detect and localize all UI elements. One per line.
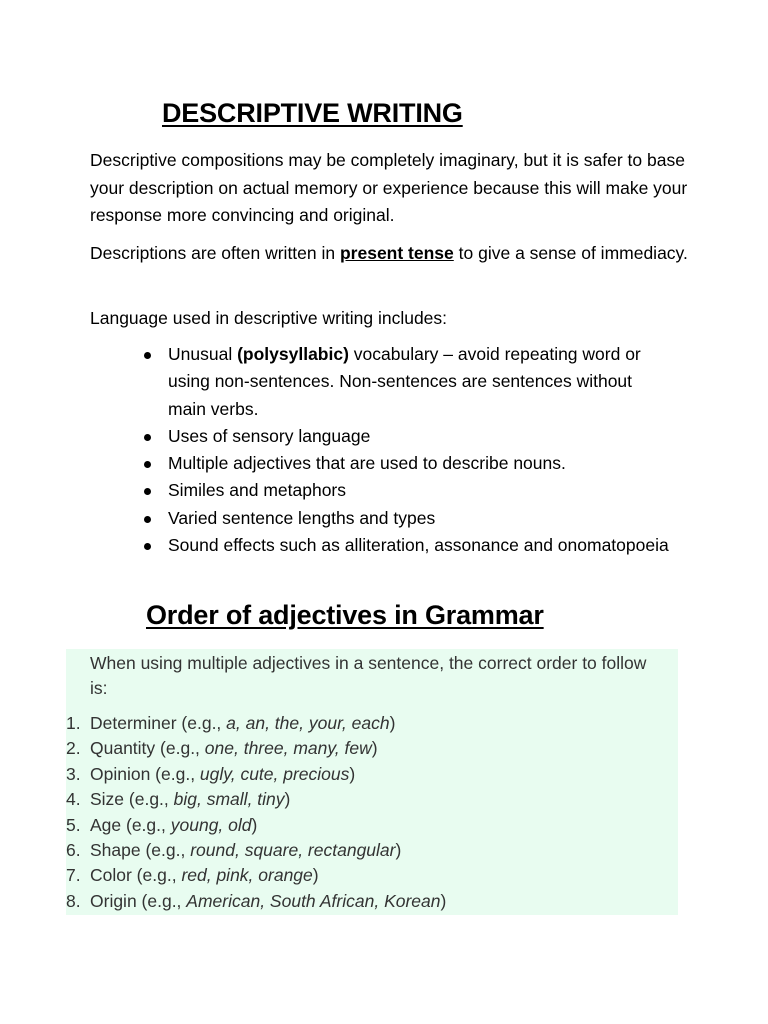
order-close: ) <box>349 763 356 784</box>
order-label: Size (e.g., <box>90 789 174 810</box>
paragraph-tense-before: Descriptions are often written in <box>90 243 340 263</box>
list-number: 7. <box>66 865 81 886</box>
list-number: 8. <box>66 890 81 911</box>
order-examples: ugly, cute, precious <box>199 763 350 784</box>
list-item <box>90 450 670 477</box>
present-tense-emphasis: present tense <box>339 243 454 263</box>
list-number: 4. <box>66 789 81 810</box>
order-close: ) <box>371 738 378 759</box>
order-examples: big, small, tiny <box>173 789 285 810</box>
paragraph-tense <box>90 240 690 268</box>
language-features-list <box>90 341 670 559</box>
bullet-text: Varied sentence lengths and types <box>168 507 436 528</box>
order-label: Opinion (e.g., <box>90 763 200 784</box>
section-title: Order of adjectives in Grammar <box>146 600 544 630</box>
paragraph-tense-after: to give a sense of immediacy. <box>453 243 688 263</box>
list-item <box>66 762 666 787</box>
list-item <box>90 505 670 532</box>
list-item <box>66 787 666 812</box>
list-item <box>90 532 670 559</box>
order-examples: a, an, the, your, each <box>226 713 390 733</box>
list-item <box>66 711 666 736</box>
paragraph-language: Language used in descriptive writing includes: <box>90 308 448 328</box>
list-item <box>66 863 666 888</box>
bullet-icon <box>144 434 151 441</box>
list-item <box>90 423 670 450</box>
paragraph-intro: Descriptive compositions may be completely imaginary, but it is safer to base your description on actual memory or experience because this will make your response more convincing and original. <box>90 150 688 225</box>
order-examples: red, pink, orange <box>181 865 313 886</box>
order-close: ) <box>395 840 402 861</box>
list-item <box>90 477 670 504</box>
order-label: Age (e.g., <box>90 814 171 835</box>
bullet-icon <box>144 352 151 359</box>
bullet-icon <box>144 516 151 523</box>
bullet-text: Multiple adjectives that are used to describe nouns. <box>168 453 566 474</box>
bullet-icon <box>144 461 151 468</box>
order-label: Shape (e.g., <box>90 840 191 861</box>
list-number: 3. <box>66 763 81 784</box>
bullet-text-after: vocabulary – avoid repeating word or using non-sentences. Non-sentences are sentences without main verbs. <box>168 344 641 419</box>
order-examples: young, old <box>170 814 252 835</box>
bullet-text: Uses of sensory language <box>168 425 371 446</box>
order-label: Origin (e.g., <box>90 890 187 911</box>
order-close: ) <box>389 713 396 733</box>
order-close: ) <box>440 890 447 911</box>
bullet-text: Sound effects such as alliteration, assonance and onomatopoeia <box>168 535 669 556</box>
order-label: Color (e.g., <box>90 865 182 886</box>
list-number: 5. <box>66 814 81 835</box>
order-label: Determiner (e.g., <box>90 713 227 733</box>
list-item <box>66 813 666 838</box>
bullet-icon <box>144 488 151 495</box>
list-number: 6. <box>66 840 81 861</box>
order-examples: round, square, rectangular <box>190 840 396 861</box>
list-item <box>66 838 666 863</box>
order-examples: one, three, many, few <box>204 738 372 759</box>
list-number: 2. <box>66 738 81 759</box>
bullet-text: Unusual <box>168 344 238 364</box>
list-number: 1. <box>66 713 81 733</box>
order-examples: American, South African, Korean <box>186 890 441 911</box>
bullet-bold-text: (polysyllabic) <box>237 344 349 364</box>
order-close: ) <box>284 789 291 810</box>
list-item <box>66 736 666 761</box>
adjective-order-list <box>66 711 666 914</box>
list-item <box>66 889 666 914</box>
order-close: ) <box>251 814 258 835</box>
list-item <box>90 341 670 423</box>
bullet-icon <box>144 543 151 550</box>
order-intro: When using multiple adjectives in a sentence, the correct order to follow is: <box>90 653 647 698</box>
bullet-text: Similes and metaphors <box>168 480 346 501</box>
order-close: ) <box>312 865 319 886</box>
page-title: DESCRIPTIVE WRITING <box>162 98 463 128</box>
order-label: Quantity (e.g., <box>90 738 205 759</box>
